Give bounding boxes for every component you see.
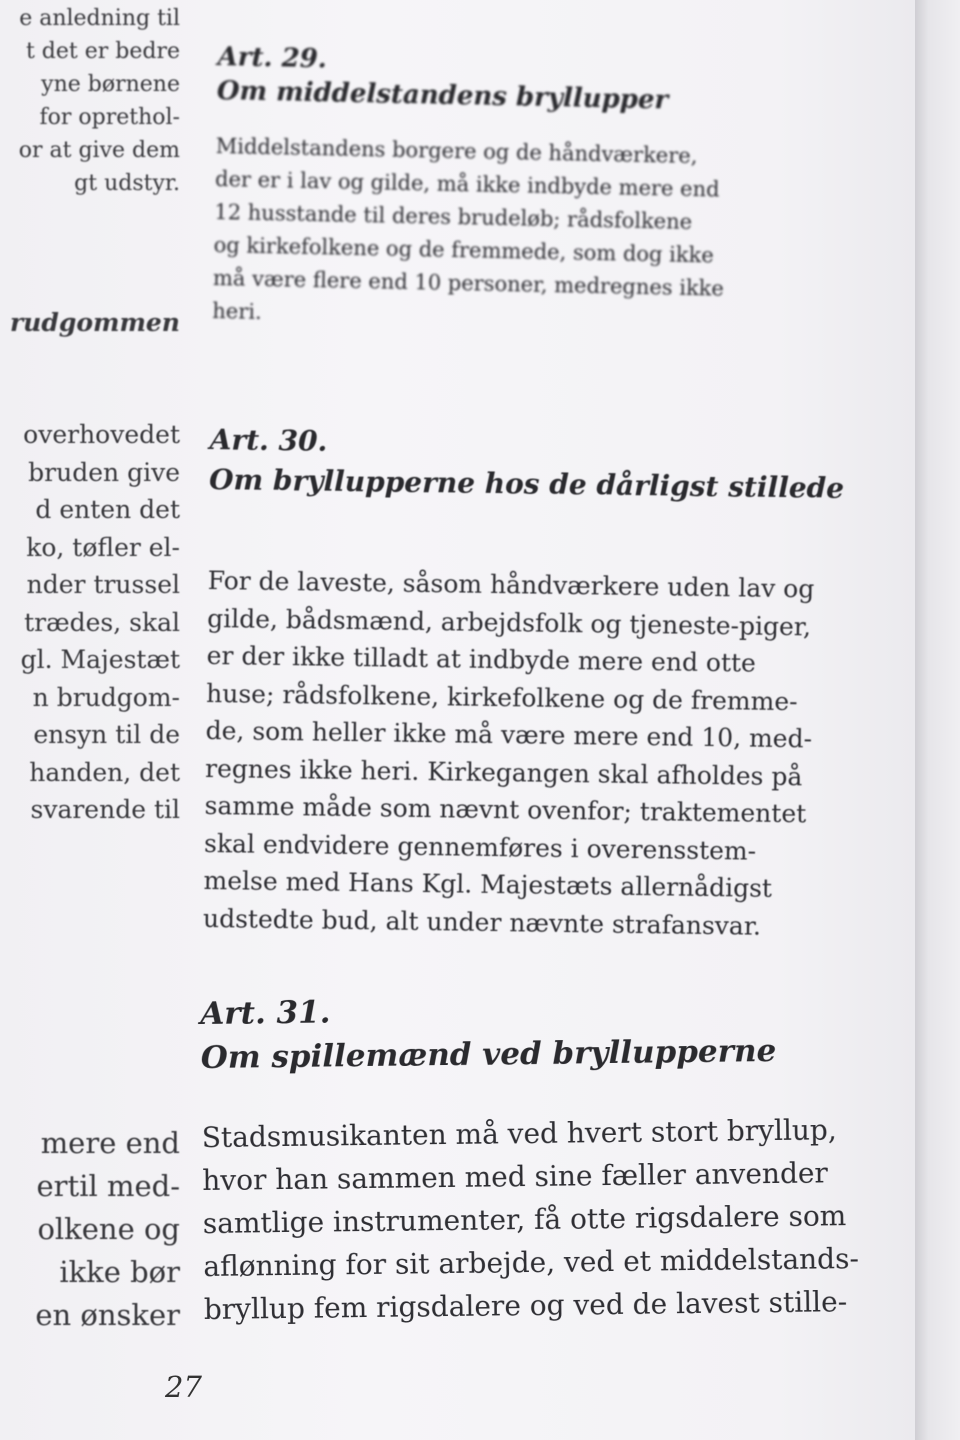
page-edge — [915, 0, 960, 1440]
article-body — [212, 130, 727, 339]
text-line: melse med Hans Kgl. Majestæts allernådigst — [203, 865, 773, 903]
text-line: mere end — [40, 1126, 180, 1160]
text-line: ertil med- — [36, 1169, 180, 1203]
text-line: er der ikke tilladt at indbyde mere end otte — [206, 640, 757, 678]
text-line: udstedte bud, alt under nævnte strafansvar. — [202, 903, 762, 941]
left-heading: rudgommen — [10, 308, 180, 337]
text-line: bruden give — [28, 457, 180, 487]
article-30 — [203, 420, 845, 946]
text-line: en ønsker — [35, 1298, 180, 1332]
text-line: huse; rådsfolkene, kirkefolkene og de fremme- — [205, 678, 798, 716]
left-text-group-1 — [19, 2, 180, 200]
text-line: regnes ikke heri. Kirkegangen skal afholdes på — [204, 753, 803, 791]
text-line: Stadsmusikanten må ved hvert stort bryllup, — [201, 1113, 837, 1154]
article-number: Art. 31. — [200, 994, 331, 1032]
article-number: Art. 29. — [217, 41, 328, 75]
text-line: der er i lav og gilde, må ikke indbyde mere end — [214, 166, 720, 202]
article-title: Om bryllupperne hos de dårligst stillede — [208, 462, 845, 505]
text-line: for oprethol- — [39, 105, 180, 130]
text-line: e anledning til — [19, 6, 180, 31]
text-line: trædes, skal — [24, 607, 180, 637]
text-line: og kirkefolkene og de fremmede, som dog ikke — [213, 232, 714, 268]
text-line: or at give dem — [18, 138, 180, 163]
article-title: Om middelstandens bryllupper — [216, 75, 669, 116]
text-line: samtlige instrumenter, få otte rigsdalere som — [202, 1199, 847, 1240]
article-31 — [200, 984, 860, 1331]
text-line: 12 husstande til deres brudeløb; rådsfolkene — [214, 199, 693, 234]
text-line: yne børnene — [41, 72, 180, 97]
text-line: hvor han sammen med sine fæller anvender — [202, 1156, 829, 1197]
text-line: svarende til — [30, 795, 180, 824]
text-line: aflønning for sit arbejde, ved et middelstands- — [203, 1241, 860, 1283]
text-line: ikke bør — [59, 1255, 180, 1289]
text-line: n brudgom- — [32, 682, 180, 712]
text-line: overhovedet — [23, 420, 180, 449]
article-title: Om spillemænd ved bryllupperne — [200, 1032, 777, 1076]
text-line: gl. Majestæt — [20, 645, 180, 674]
left-text-group-3 — [35, 1122, 180, 1337]
text-line: t det er bedre — [25, 39, 180, 64]
text-line: Middelstandens borgere og de håndværkere, — [215, 133, 698, 169]
text-line: ensyn til de — [33, 720, 180, 749]
article-body — [202, 1108, 860, 1331]
text-line: må være flere end 10 personer, medregnes ikke — [212, 265, 725, 301]
text-line: skal endvidere gennemføres i overensstem- — [203, 828, 757, 866]
article-number: Art. 30. — [209, 422, 328, 458]
text-line: bryllup fem rigsdalere og ved de lavest stille- — [203, 1285, 848, 1326]
text-line: olkene og — [37, 1212, 180, 1246]
text-line: gt udstyr. — [74, 171, 180, 196]
page-number: 27 — [165, 1370, 202, 1404]
text-line: nder trussel — [26, 570, 180, 599]
text-line: handen, det — [29, 757, 180, 787]
text-line: For de laveste, såsom håndværkere uden lav og — [207, 565, 815, 604]
text-line: de, som heller ikke må være mere end 10, med- — [205, 715, 813, 754]
text-line: d enten det — [35, 495, 180, 524]
text-line: ko, tøfler el- — [26, 532, 180, 562]
text-line: heri. — [212, 298, 262, 324]
article-29 — [212, 40, 729, 339]
text-line: gilde, bådsmænd, arbejdsfolk og tjeneste-piger, — [207, 603, 812, 641]
article-body — [203, 562, 843, 946]
text-line: samme måde som nævnt ovenfor; traktementet — [204, 790, 807, 829]
left-text-group-2 — [21, 416, 180, 829]
